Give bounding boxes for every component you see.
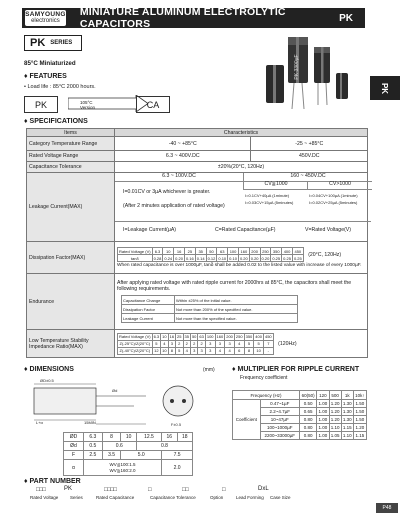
- cell: 200: [226, 334, 233, 339]
- cell: 5: [244, 340, 254, 347]
- cell: 6: [234, 347, 244, 354]
- cell: -: [263, 347, 273, 354]
- row-label: Low Temperature Stability Impedance Ratio(MAX): [27, 330, 115, 358]
- cell: ±20%(20°C, 120Hz): [115, 162, 368, 173]
- cell: 1.00: [318, 425, 328, 430]
- cell: (After 2 minutes application of rated voltage): [123, 203, 225, 209]
- dimensions-heading: ♦ DIMENSIONS: [24, 366, 74, 373]
- cell: 250: [235, 334, 243, 339]
- cell: 35: [195, 248, 206, 255]
- capacitor-photo: [252, 33, 367, 113]
- cell: 10: [121, 433, 136, 442]
- dimensions-unit: (mm): [203, 367, 215, 373]
- cell: I=0.1CV+40µA (1minute): [245, 193, 290, 198]
- pn-box: □□□□: [104, 487, 117, 493]
- cell: 3: [168, 340, 175, 347]
- ripple-sub: Frequency coefficient: [240, 375, 288, 381]
- cell: Not more than the specified value.: [175, 314, 298, 323]
- cell: 4: [225, 347, 235, 354]
- cell: 120: [317, 391, 329, 400]
- cell: 7.5: [162, 451, 193, 460]
- cell: 16: [174, 248, 185, 255]
- cell: 1.50: [353, 408, 366, 416]
- endurance-text: After applying rated voltage with rated ripple current for 2000hrs at 85°C, the capacitors shall meet the following requirements.: [117, 280, 352, 292]
- cell: 0.8: [136, 442, 192, 451]
- cell: 5.0: [121, 451, 162, 460]
- cell: 450: [292, 248, 303, 255]
- leakage-cell: [115, 173, 368, 242]
- df-note: When rated capacitance is over 1000µF, tanδ shall be added 0.02 to the listed value with increase of every 1000µF.: [117, 263, 362, 268]
- series-box: PK SERIES: [24, 35, 82, 51]
- cell: 160: [238, 248, 249, 255]
- pn-box: □□: [182, 487, 189, 493]
- d-label: ØD±0.5: [40, 378, 54, 383]
- cell: -25 ~ +85°C: [251, 137, 368, 151]
- cell: 0.80: [299, 424, 316, 432]
- cell: 0.20: [250, 255, 259, 261]
- brand-logo: SAMYOUNG electronics: [25, 11, 66, 24]
- cell: 10: [162, 348, 167, 353]
- cell: 3: [205, 347, 215, 354]
- cell: 1.50: [353, 416, 366, 424]
- cell: 10: [163, 248, 174, 255]
- cell: 1.10: [330, 425, 340, 430]
- cell: Capacitance Change: [122, 296, 175, 305]
- cell: 0.10: [218, 255, 227, 261]
- cell: 6.3: [83, 433, 102, 442]
- cell: 4: [183, 347, 190, 354]
- cell: 160 ~ 450V.DC: [243, 173, 372, 182]
- cell: 8: [102, 433, 121, 442]
- endurance-table: [121, 295, 298, 323]
- endurance-cell: [115, 274, 368, 330]
- coef-label: Coefficient: [233, 400, 261, 440]
- cell: 5: [176, 347, 183, 354]
- cell: (20°C, 120Hz): [308, 251, 342, 258]
- spec-table: [26, 128, 368, 358]
- ripple-table: [232, 390, 367, 440]
- lead-length: 15MIN: [84, 420, 96, 425]
- row-label: Rated Voltage Range: [27, 151, 115, 162]
- cell: 35: [184, 334, 189, 339]
- cell: 0.80: [299, 416, 316, 424]
- cell: 60(50): [299, 391, 316, 400]
- ripple-row: [233, 400, 367, 408]
- cell: 4: [234, 340, 244, 347]
- pn-size: DxL: [258, 486, 269, 492]
- cell: Dissipation Factor: [122, 305, 175, 314]
- pn-label: Series: [70, 495, 83, 500]
- cell: 160: [216, 334, 224, 339]
- svg-text:PK 3300µF: PK 3300µF: [294, 54, 300, 80]
- cell: 6.3: [153, 334, 160, 339]
- cell: 1.00: [318, 433, 328, 438]
- l-label: L+α: [36, 420, 43, 425]
- cell: 0.14: [196, 255, 205, 261]
- cell: 0.65: [299, 408, 316, 416]
- cell: 4: [215, 347, 225, 354]
- cell: Z(-25°C)/Z(20°C): [118, 340, 153, 347]
- cell: 1.20: [353, 424, 366, 432]
- cell: 1.30: [342, 401, 352, 406]
- cell: -40 ~ +85°C: [115, 137, 251, 151]
- cell: CV>1000: [307, 181, 372, 190]
- cell: Frequency (Hz): [233, 391, 300, 400]
- cell: 50: [206, 248, 217, 255]
- cell: 2: [183, 340, 190, 347]
- cell: 0.10: [229, 255, 237, 261]
- cell: 0.24: [164, 255, 173, 261]
- cell: 6.3: [152, 248, 163, 255]
- cell: 1.00: [318, 401, 328, 406]
- cell: 16: [169, 334, 175, 339]
- features-item: • Load life : 85°C 2000 hours.: [24, 84, 96, 90]
- features-heading: ♦ FEATURES: [24, 73, 67, 80]
- f-label: F±0.5: [170, 422, 182, 427]
- cell: C=Rated Capacitance(µF): [215, 227, 276, 233]
- cell: 400: [282, 248, 293, 255]
- dimension-table: [63, 432, 193, 476]
- cell: 0.16: [185, 255, 194, 261]
- cell: I=Leakage Current(µA): [123, 227, 177, 233]
- cell: 100~1000µF: [260, 424, 299, 432]
- col-items: Items: [27, 129, 115, 137]
- cell: 63: [217, 248, 228, 255]
- pn-box: □: [148, 487, 152, 493]
- cell: 0.25: [272, 255, 281, 261]
- cell: 3: [225, 340, 235, 347]
- cell: 10: [254, 347, 264, 354]
- cell: 2200~33000µF: [260, 432, 299, 440]
- cell: 2: [176, 340, 183, 347]
- cell: 200: [249, 248, 260, 255]
- cell: Not more than 200% of the specified value.: [175, 305, 298, 314]
- cell: 3.5: [102, 451, 121, 460]
- row-label: Capacitance Tolerance: [27, 162, 115, 173]
- cell: 50: [191, 334, 197, 339]
- pn-label: Case Size: [270, 495, 291, 500]
- cell: 12.5: [136, 433, 161, 442]
- pn-series: PK: [64, 486, 73, 492]
- cell: I=0.02CV+25µA (5minutes): [309, 200, 358, 205]
- cell: 1.20: [330, 417, 340, 422]
- specs-heading: ♦ SPECIFICATIONS: [24, 118, 88, 125]
- cell: 0.80: [299, 432, 316, 440]
- cell: 0.5: [83, 442, 102, 451]
- cell: F: [64, 451, 84, 460]
- cell: 0.6: [102, 442, 136, 451]
- cell: Z(-40°C)/Z(20°C): [118, 347, 153, 354]
- cell: 2.0: [162, 460, 193, 476]
- cell: 0.20: [175, 255, 183, 261]
- cell: 1.00: [318, 409, 328, 414]
- row-label: Dissipation Factor(MAX): [27, 242, 115, 274]
- cell: 1.20: [330, 409, 340, 414]
- cell: 1.15: [342, 425, 352, 430]
- page-number: P48: [376, 503, 398, 513]
- cell: Ød: [64, 442, 84, 451]
- cell: 1.00: [318, 417, 328, 422]
- cell: 1.30: [342, 409, 352, 414]
- cell: 1.05: [330, 433, 340, 438]
- pn-label: Capacitance Tolerance: [150, 495, 196, 500]
- from-series: PK: [24, 96, 58, 113]
- cell: 10: [162, 334, 167, 339]
- cell: 400: [255, 334, 262, 339]
- ripple-heading: ♦ MULTIPLIER FOR RIPPLE CURRENT: [232, 366, 360, 373]
- dimension-drawing: [26, 376, 206, 428]
- cell: 1.50: [353, 400, 366, 408]
- cell: Leakage Current: [122, 314, 175, 323]
- df-table: [117, 247, 304, 262]
- cell: 3: [190, 347, 197, 354]
- cell: 3: [198, 347, 205, 354]
- cell: ØD: [64, 433, 84, 442]
- cell: 12: [152, 347, 161, 354]
- to-series: CA: [136, 96, 170, 113]
- df-cell: [115, 242, 368, 274]
- side-tab: PK: [370, 76, 400, 100]
- cell: 350: [245, 334, 253, 339]
- cell: 450: [264, 334, 272, 339]
- cell: 3: [215, 340, 225, 347]
- cell: 8: [244, 347, 254, 354]
- cell: 1.20: [330, 401, 340, 406]
- cell: 6.3 ~ 400V.DC: [115, 151, 251, 162]
- series-code: PK: [339, 12, 353, 24]
- cell: 1.30: [342, 417, 352, 422]
- cell: 0.20: [261, 255, 270, 261]
- lt-cell: [115, 330, 368, 358]
- cell: 0.20: [239, 255, 248, 261]
- cell: 2: [198, 340, 205, 347]
- cell: 0.25: [293, 255, 302, 261]
- cell: V=Rated Voltage(V): [305, 227, 351, 233]
- cell: 2.2~4.7µF: [260, 408, 299, 416]
- cell: I=0.04CV+100µA (1minute): [309, 193, 358, 198]
- page-title: MINIATURE ALUMINUM ELECTROLYTIC CAPACITORS: [79, 6, 286, 30]
- cell: 4: [161, 340, 168, 347]
- cell: 63: [199, 334, 204, 339]
- cell: 6.3 ~ 100V.DC: [115, 173, 243, 182]
- row-label: Endurance: [27, 274, 115, 330]
- arrow-label: 105°C Version: [80, 100, 96, 110]
- cell: 0.50: [299, 400, 316, 408]
- col-characteristics: Characteristics: [115, 129, 368, 137]
- cell: 1.10: [342, 433, 352, 438]
- cell: 5: [254, 340, 264, 347]
- pn-box: □: [222, 487, 226, 493]
- cell: 2.5: [83, 451, 102, 460]
- cell: 16: [162, 433, 177, 442]
- cell: 25: [177, 334, 182, 339]
- cell: α: [64, 460, 84, 476]
- cell: 450V.DC: [251, 151, 368, 162]
- cell: 100: [228, 248, 239, 255]
- pn-box: □□□: [36, 487, 46, 493]
- cell: 3: [205, 340, 215, 347]
- cell: 250: [260, 248, 271, 255]
- cell: (120Hz): [278, 340, 297, 347]
- part-number-heading: ♦ PART NUMBER: [24, 478, 81, 485]
- subtitle: 85°C Miniaturized: [24, 60, 76, 67]
- row-label: Leakage Current(MAX): [27, 173, 115, 242]
- cell: 0.12: [207, 255, 216, 261]
- pn-label: Rated Capacitance: [96, 495, 135, 500]
- cell: I=0.03CV+15µA (5minutes): [245, 200, 294, 205]
- cell: Rated Voltage (V): [119, 248, 151, 254]
- pn-label: Rated Voltage: [30, 495, 59, 500]
- cell: 7: [263, 340, 273, 347]
- cell: 1.15: [353, 432, 366, 440]
- pn-label: Option: [210, 495, 224, 500]
- cell: Rated Voltage (V): [119, 334, 151, 339]
- cell: WV≦100:1.5 WV≧160:2.0: [83, 460, 161, 476]
- cell: 2: [190, 340, 197, 347]
- cell: CV≦1000: [243, 181, 308, 190]
- cell: 10k↑: [355, 392, 365, 398]
- cell: 10~47µF: [260, 416, 299, 424]
- cell: 100: [206, 334, 214, 339]
- cell: 5: [152, 340, 161, 347]
- header-bar: [22, 8, 365, 28]
- pn-label: Lead Forming: [236, 495, 264, 500]
- lead-dia: Ød: [112, 388, 118, 393]
- cell: Within ±25% of the initial value.: [175, 296, 298, 305]
- cell: 0.47~1µF: [260, 400, 299, 408]
- cell: 0.25: [283, 255, 291, 261]
- cell: 8: [168, 347, 175, 354]
- cell: 350: [271, 248, 282, 255]
- cell: 25: [184, 248, 195, 255]
- cell: I=0.01CV or 3µA whichever is greater.: [123, 189, 211, 195]
- cell: 1k: [341, 391, 353, 400]
- lt-table: [117, 333, 274, 355]
- cell: 18: [177, 433, 192, 442]
- cell: tanδ: [118, 255, 153, 262]
- row-label: Category Temperature Range: [27, 137, 115, 151]
- cell: 0.28: [153, 255, 162, 261]
- cell: 500: [329, 391, 341, 400]
